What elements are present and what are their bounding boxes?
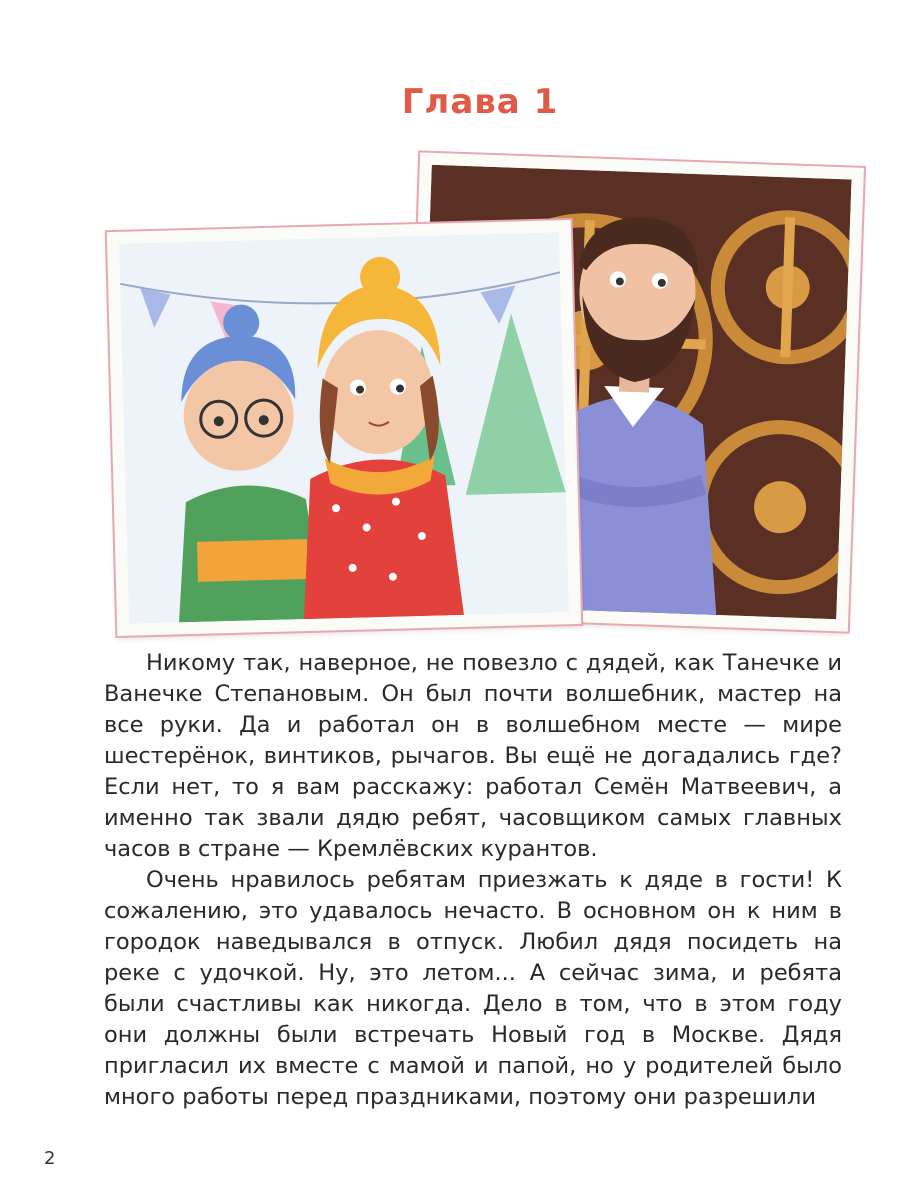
kids-picture bbox=[119, 232, 569, 623]
chapter-text bbox=[104, 648, 842, 1113]
paragraph-2: Очень нравилось ребятам приезжать к дяде в гости! К сожалению, это удавалось нечасто. В основном он к ним в городок наведывался в отпуск. Любил дядя посидеть на реке с удочкой. Ну, это летом... А сейчас зима, и ребята были счастливы как никогда. Дело в том, что в этом году они должны были встречать Новый год в Москве. Дядя пригласил их вместе с мамой и папой, но у родителей было много работы перед праздниками, поэтому они разрешили bbox=[104, 867, 842, 1110]
paragraph-1: Никому так, наверное, не повезло с дядей, как Танечке и Ванечке Степановым. Он был почти волшебник, мастер на все руки. Да и работал он в волшебном месте — мире шестерёнок, винтиков, рычагов. Вы ещё не догадались где? Если нет, то я вам расскажу: работал Семён Матвеевич, а именно так звали дядю ребят, часовщиком самых главных часов в стране — Кремлёвских курантов. bbox=[104, 650, 842, 862]
page-number: 2 bbox=[44, 1148, 56, 1169]
chapter-title: Глава 1 bbox=[401, 82, 559, 122]
kids-illustration bbox=[107, 220, 581, 636]
